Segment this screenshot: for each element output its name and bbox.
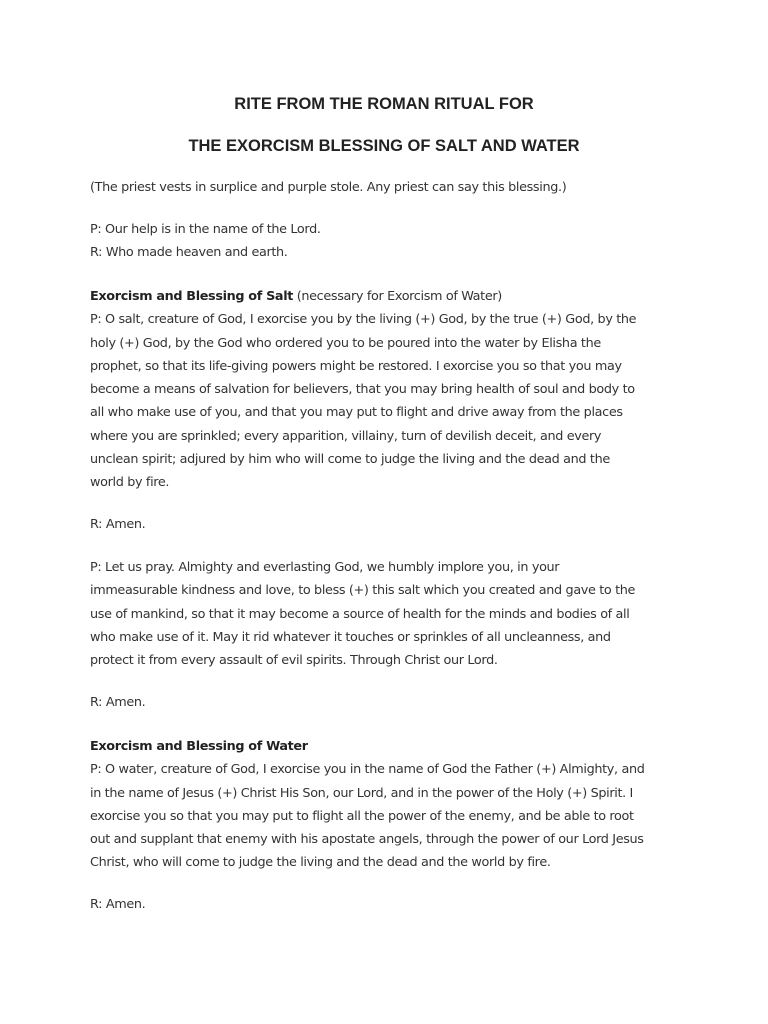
salt-exorcism-line: become a means of salvation for believers, that you may bring health of soul and body to: [90, 382, 635, 398]
opening-versicle: [90, 218, 690, 265]
water-exorcism-line: Christ, who will come to judge the living and the dead and the world by fire.: [90, 855, 551, 871]
salt-prayer-line: protect it from every assault of evil spirits. Through Christ our Lord.: [90, 653, 498, 669]
opening-response-line: R: Who made heaven and earth.: [90, 245, 288, 261]
response-amen: R: Amen.: [90, 695, 146, 710]
salt-prayer-line: immeasurable kindness and love, to bless (+) this salt which you created and gave to the: [90, 583, 636, 599]
intro-text: (The priest vests in surplice and purple stole. Any priest can say this blessing.): [90, 180, 567, 195]
water-exorcism-line: exorcise you so that you may put to flight all the power of the enemy, and be able to root: [90, 808, 634, 824]
salt-prayer-line: use of mankind, so that it may become a source of health for the minds and bodies of all: [90, 606, 630, 622]
salt-exorcism-line: prophet, so that its life-giving powers might be restored. I exorcise you so that you may: [90, 358, 622, 374]
salt-exorcism-line: holy (+) God, by the God who ordered you to be poured into the water by Elisha the: [90, 335, 601, 351]
response-amen: R: Amen.: [90, 517, 146, 532]
salt-exorcism-line: world by fire.: [90, 475, 170, 491]
salt-exorcism-line: unclean spirit; adjured by him who will come to judge the living and the dead and the: [90, 452, 610, 468]
water-heading-line: [90, 735, 690, 758]
salt-prayer-paragraph: [90, 556, 690, 672]
salt-prayer-line: who make use of it. May it rid whatever it touches or sprinkles of all uncleanness, and: [90, 629, 611, 645]
water-exorcism-line: out and supplant that enemy with his apostate angels, through the power of our Lord Jesus: [90, 832, 644, 848]
response-amen: R: Amen.: [90, 897, 146, 912]
water-heading: Exorcism and Blessing of Water: [90, 739, 308, 754]
salt-amen-2: [90, 691, 690, 714]
title-line-2: THE EXORCISM BLESSING OF SALT AND WATER: [188, 137, 580, 155]
salt-prayer-line: P: Let us pray. Almighty and everlasting God, we humbly implore you, in your: [90, 560, 560, 575]
salt-amen-1: [90, 513, 690, 536]
salt-heading-note: (necessary for Exorcism of Water): [293, 289, 502, 304]
salt-exorcism-line: where you are sprinkled; every apparition, villainy, turn of devilish deceit, and every: [90, 428, 602, 444]
water-amen: [90, 893, 690, 916]
water-exorcism-paragraph: [90, 735, 690, 875]
salt-exorcism-line: P: O salt, creature of God, I exorcise you by the living (+) God, by the true (+) God, by the: [90, 312, 637, 328]
water-exorcism-line: in the name of Jesus (+) Christ His Son, our Lord, and in the power of the Holy (+) Spirit. I: [90, 785, 633, 801]
salt-exorcism-paragraph: [90, 285, 690, 495]
salt-heading: Exorcism and Blessing of Salt: [90, 289, 294, 304]
water-exorcism-line: P: O water, creature of God, I exorcise you in the name of God the Father (+) Almighty, and: [90, 762, 645, 778]
salt-heading-line: [90, 285, 690, 308]
salt-exorcism-line: all who make use of you, and that you may put to flight and drive away from the places: [90, 405, 623, 421]
title-line-1: RITE FROM THE ROMAN RITUAL FOR: [234, 95, 534, 113]
opening-priest-line: P: Our help is in the name of the Lord.: [90, 222, 321, 237]
intro-rubric: [90, 176, 690, 199]
